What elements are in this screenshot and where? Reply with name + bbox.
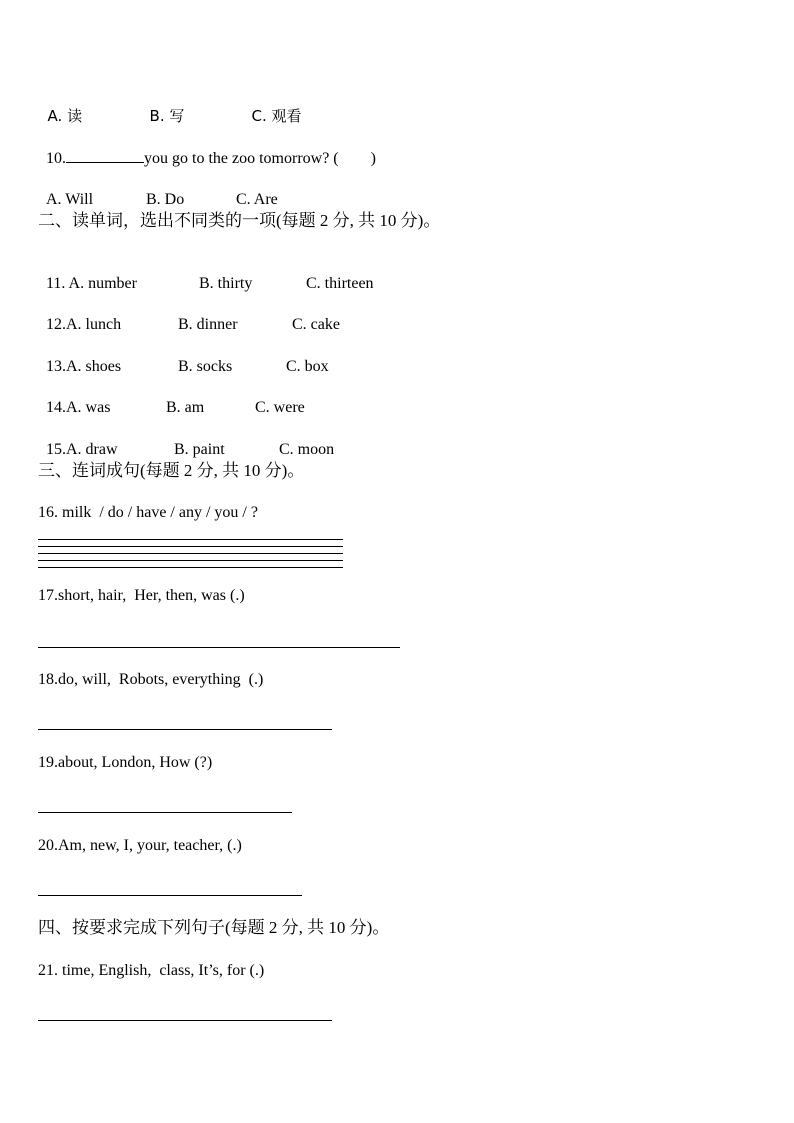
section2-item-12 [38,295,340,335]
q20-answer-line[interactable] [38,895,302,896]
q12-option-c: C. cake [292,316,340,333]
q10-option-a: A. Will [46,191,94,208]
q10-answer-blank[interactable] [66,148,144,163]
q16-answer-line-5[interactable] [38,567,343,568]
q17-prompt: 17.short, hair, Her, then, was (.) [38,587,245,604]
q17-answer-line[interactable] [38,647,400,648]
q13-option-a: 13.A. shoes [46,358,122,375]
q20-prompt: 20.Am, new, I, your, teacher, (.) [38,837,242,854]
q10-option-c: C. Are [236,191,278,208]
q13-option-c: C. box [286,358,329,375]
q9-option-a: A. 读 [47,107,83,125]
q10-text: you go to the zoo tomorrow? ( [144,150,339,167]
q18-answer-line[interactable] [38,729,332,730]
q10-option-b: B. Do [146,191,185,208]
q11-option-a: 11. A. number [46,275,137,292]
q21-answer-line[interactable] [38,1020,332,1021]
section4-title: 四、按要求完成下列句子(每题 2 分, 共 10 分)。 [38,918,390,937]
q10-question [38,128,376,169]
section2-item-11 [38,254,374,294]
q11-option-c: C. thirteen [306,275,374,292]
q14-option-a: 14.A. was [46,399,111,416]
section2-title: 二、读单词，选出不同类的一项(每题 2 分, 共 10 分)。 [38,211,441,230]
section2-item-13 [38,337,329,377]
q16-prompt: 16. milk / do / have / any / you / ? [38,504,258,521]
q16-answer-line-4[interactable] [38,560,343,561]
section2-item-15 [38,420,334,460]
q14-option-b: B. am [166,399,205,416]
q15-option-b: B. paint [174,441,225,458]
q12-option-a: 12.A. lunch [46,316,122,333]
q9-option-b: B. 写 [149,107,185,125]
q14-option-c: C. were [255,399,305,416]
q12-option-b: B. dinner [178,316,238,333]
q21-prompt: 21. time, English, class, It’s, for (.) [38,962,265,979]
q16-answer-line-2[interactable] [38,546,343,547]
q18-prompt: 18.do, will, Robots, everything (.) [38,671,264,688]
q10-close-paren: ) [370,150,376,167]
q9-options-row [38,86,302,126]
q9-option-c: C. 观看 [251,107,302,125]
q15-option-a: 15.A. draw [46,441,118,458]
q16-answer-line-1[interactable] [38,539,343,540]
q16-answer-line-3[interactable] [38,553,343,554]
q19-prompt: 19.about, London, How (?) [38,754,213,771]
q19-answer-line[interactable] [38,812,292,813]
q13-option-b: B. socks [178,358,233,375]
q11-option-b: B. thirty [199,275,253,292]
q10-number: 10. [46,150,66,167]
q15-option-c: C. moon [279,441,335,458]
section3-title: 三、连词成句(每题 2 分, 共 10 分)。 [38,461,305,480]
q10-options-row [38,170,278,210]
section2-item-14 [38,378,305,418]
